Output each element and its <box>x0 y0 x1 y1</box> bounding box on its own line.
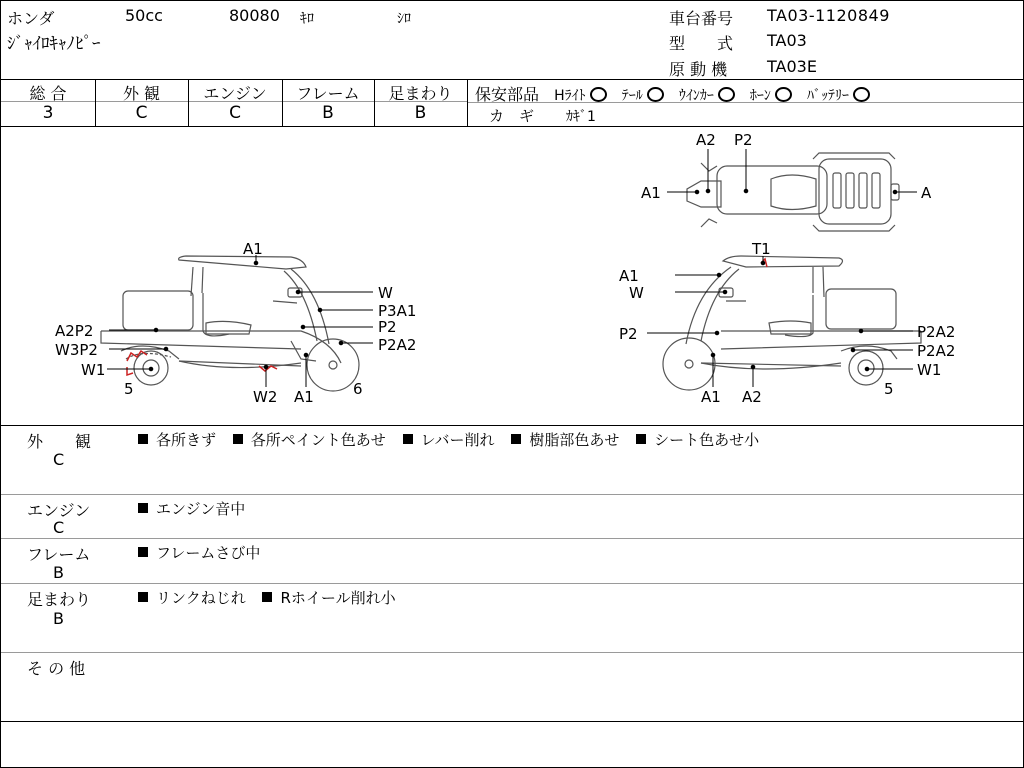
note-engine-title: エンジン <box>27 501 91 520</box>
note-other-title: そ の 他 <box>27 659 86 678</box>
diagram-label: A1 <box>243 240 263 258</box>
diagram-label: P2A2 <box>917 342 956 360</box>
bullet-icon <box>511 434 521 444</box>
displacement: 50cc <box>125 6 163 25</box>
rule-notes-4 <box>1 652 1023 653</box>
body-color: ｼﾛ <box>397 11 411 27</box>
damage-marks <box>127 259 767 375</box>
chassis-number: TA03-1120849 <box>767 6 890 25</box>
grade-overall-label: 総 合 <box>29 84 67 103</box>
diagram-label: W2 <box>253 388 278 406</box>
note-item: レバー削れ <box>420 431 495 449</box>
note-frame-title: フレーム <box>27 545 91 564</box>
note-item: 各所きず <box>156 431 217 449</box>
model-name: ｼﾞｬｲﾛｷｬﾉﾋﾟｰ <box>7 34 101 54</box>
note-frame-items <box>138 542 260 563</box>
rule-notes-bottom <box>1 721 1023 722</box>
safety-item-taillight: ﾃｰﾙ <box>621 88 643 104</box>
bullet-icon <box>262 592 272 602</box>
grade-suspension-label: 足まわり <box>388 84 453 103</box>
damage-mark-rear <box>127 367 133 375</box>
note-frame-grade: B <box>53 563 64 582</box>
note-item: リンクねじれ <box>156 589 246 607</box>
diagram-label: A1 <box>619 267 639 285</box>
diagram-label: A2 <box>742 388 762 406</box>
diagram-label: P2A2 <box>378 336 417 354</box>
grade-engine-label: エンジン <box>203 84 267 103</box>
canopy-roof-right <box>723 256 843 267</box>
damage-mark-rear <box>127 351 147 361</box>
diagram-label: 6 <box>353 380 363 398</box>
diagram-label: A <box>921 184 932 202</box>
bullet-icon <box>233 434 243 444</box>
bullet-icon <box>138 547 148 557</box>
grade-engine-value: C <box>229 103 241 123</box>
note-engine-grade: C <box>53 518 65 537</box>
diagram-label: A1 <box>294 388 314 406</box>
diagram-label: A1 <box>701 388 721 406</box>
note-item: フレームさび中 <box>156 544 261 562</box>
safety-item-headlight: Hﾗｲﾄ <box>554 88 586 104</box>
handlebar-top <box>687 181 721 207</box>
damage-diagram <box>1 127 1023 425</box>
diagram-label: W3P2 <box>55 341 98 359</box>
safety-item-winker: ｳｲﾝｶｰ <box>678 88 714 104</box>
diagram-label: P2 <box>734 131 753 149</box>
type-label: 型 式 <box>669 34 734 53</box>
grade-frame-label: フレーム <box>296 84 360 103</box>
note-item: Rホイール削れ小 <box>280 589 396 607</box>
diagram-label: 5 <box>124 380 134 398</box>
diagram-label: P2 <box>378 318 397 336</box>
diagram-label: P2 <box>619 325 638 343</box>
note-item: 樹脂部色あせ <box>529 431 620 449</box>
safety-title: 保安部品 <box>475 85 540 104</box>
diagram-label: W1 <box>81 361 106 379</box>
seat-top <box>771 175 816 210</box>
diagram-label: P3A1 <box>378 302 417 320</box>
diagram-label: A2P2 <box>55 322 94 340</box>
safety-item-horn: ﾎｰﾝ <box>749 88 771 104</box>
diagram-label: T1 <box>752 240 771 258</box>
note-item: シート色あせ小 <box>654 431 760 449</box>
bullet-icon <box>138 503 148 513</box>
rear-box-right <box>826 289 896 329</box>
diagram-label: W <box>378 284 393 302</box>
rule-notes-3 <box>1 583 1023 584</box>
grade-suspension-value: B <box>414 103 427 123</box>
type-value: TA03 <box>767 31 807 50</box>
bullet-icon <box>403 434 413 444</box>
grade-exterior-value: C <box>135 103 148 123</box>
grade-overall-value: 3 <box>42 103 54 123</box>
note-suspension-title: 足まわり <box>27 590 92 609</box>
mileage: 80080 <box>229 6 280 25</box>
ok-circle-icon <box>853 87 870 102</box>
bullet-icon <box>138 592 148 602</box>
engine-model-value: TA03E <box>767 57 817 76</box>
safety-item-battery: ﾊﾞｯﾃﾘｰ <box>807 88 850 104</box>
diagram-label: W1 <box>917 361 942 379</box>
ok-circle-icon <box>590 87 607 102</box>
diagram-label: A1 <box>641 184 661 202</box>
rule-notes-top <box>1 425 1023 426</box>
rule-grades-top <box>1 79 1023 80</box>
key-label: カ ギ <box>489 107 535 125</box>
diagram-label: P2A2 <box>917 323 956 341</box>
rear-box-left <box>123 291 193 330</box>
seat-right <box>769 321 811 334</box>
diagram-label: W <box>629 284 644 302</box>
mileage-unit: ｷﾛ <box>300 11 314 27</box>
rule-notes-1 <box>1 494 1023 495</box>
safety-parts-row <box>475 82 880 105</box>
note-exterior-grade: C <box>53 450 65 469</box>
diagram-label: A2 <box>696 131 716 149</box>
ok-circle-icon <box>775 87 792 102</box>
front-wheel-left <box>307 339 359 391</box>
note-suspension-grade: B <box>53 609 64 628</box>
note-engine-items <box>138 498 245 519</box>
note-exterior-items <box>138 429 759 450</box>
maker: ホンダ <box>7 9 55 28</box>
seat-left <box>206 321 251 334</box>
note-suspension-items <box>138 587 396 608</box>
bullet-icon <box>636 434 646 444</box>
key-value: ｶｷﾞ1 <box>566 109 596 125</box>
engine-model-label: 原 動 機 <box>669 60 728 79</box>
grade-frame-value: B <box>322 103 334 123</box>
note-item: エンジン音中 <box>156 500 246 518</box>
ok-circle-icon <box>647 87 664 102</box>
bullet-icon <box>138 434 148 444</box>
chassis-label: 車台番号 <box>669 9 734 28</box>
diagram-label: 5 <box>884 380 894 398</box>
note-exterior-title: 外 観 <box>27 432 92 451</box>
grade-exterior-label: 外 観 <box>122 84 161 103</box>
grade-divider <box>467 79 468 126</box>
ok-circle-icon <box>718 87 735 102</box>
note-item: 各所ペイント色あせ <box>250 431 386 449</box>
rule-notes-2 <box>1 538 1023 539</box>
